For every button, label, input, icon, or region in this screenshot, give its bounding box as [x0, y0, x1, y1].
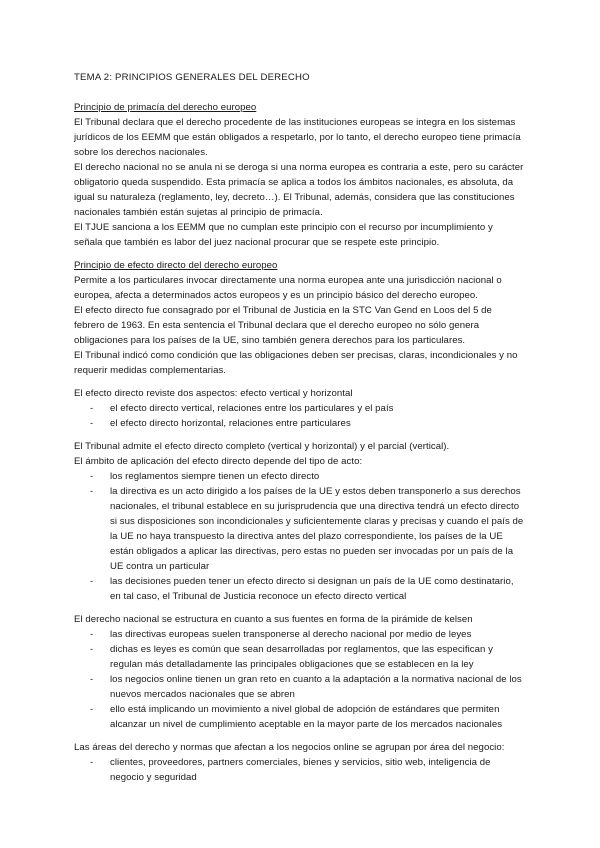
paragraph: El efecto directo reviste dos aspectos: efecto vertical y horizontal	[74, 388, 353, 399]
bullet-list	[74, 401, 524, 431]
bullet-list	[74, 469, 524, 604]
paragraph: El ámbito de aplicación del efecto directo depende del tipo de acto:	[74, 456, 363, 467]
list-item: - el efecto directo horizontal, relaciones entre particulares	[74, 416, 524, 431]
bullet-list	[74, 627, 524, 732]
document-body	[74, 70, 524, 793]
document-title: TEMA 2: PRINCIPIOS GENERALES DEL DERECHO	[74, 72, 310, 83]
list-item: - clientes, proveedores, partners comerciales, bienes y servicios, sitio web, inteligencia de negocio y seguridad	[74, 755, 524, 785]
section-heading-primacy: Principio de primacía del derecho europeo	[74, 102, 257, 113]
list-item: - ello está implicando un movimiento a nivel global de adopción de estándares que permiten alcanzar un nivel de cumplimiento aceptable en la mayor parte de los mercados nacionales	[74, 702, 524, 732]
list-item: - dichas es leyes es común que sean desarrolladas por reglamentos, que las especifican y regulan más detalladamente las principales obligaciones que se establecen en la ley	[74, 642, 524, 672]
list-item: - el efecto directo vertical, relaciones entre los particulares y el país	[74, 401, 524, 416]
list-item: - las directivas europeas suelen transponerse al derecho nacional por medio de leyes	[74, 627, 524, 642]
paragraph: El derecho nacional no se anula ni se deroga si una norma europea es contraria a este, pero su carácter obligatorio queda suspendido. Esta primacía se aplica a todos los ámbitos nacionales, es absoluta, da igual su naturaleza (reglamento, ley, decreto…). El Tribunal, además, considera que las constituciones nacionales también están sujetas al principio de primacía.	[74, 162, 524, 218]
paragraph: Las áreas del derecho y normas que afectan a los negocios online se agrupan por área del negocio:	[74, 742, 505, 753]
list-item: - los reglamentos siempre tienen un efecto directo	[74, 469, 524, 484]
section-primacy	[74, 100, 524, 250]
section-national-law	[74, 612, 524, 732]
paragraph: El TJUE sanciona a los EEMM que no cumplan este principio con el recurso por incumplimiento y señala que también es labor del juez nacional procurar que se respete este principio.	[74, 222, 493, 248]
list-item: - los negocios online tienen un gran reto en cuanto a la adaptación a la normativa nacional de los nuevos mercados nacionales que se abren	[74, 672, 524, 702]
paragraph: Permite a los particulares invocar directamente una norma europea ante una jurisdicción nacional o europea, afecta a determinados actos europeos y es un principio básico del derecho europeo.	[74, 275, 502, 301]
paragraph: El efecto directo fue consagrado por el Tribunal de Justicia en la STC Van Gend en Loos del 5 de febrero de 1963. En esta sentencia el Tribunal declara que el derecho europeo no sólo genera obligaciones para los países de la UE, sino también genera derechos para los particulares.	[74, 305, 492, 346]
list-item: - la directiva es un acto dirigido a los países de la UE y estos deben transponerlo a sus derechos nacionales, el tribunal establece en su jurisprudencia que una directiva tendrá un efecto directo si sus disposiciones son incondicionales y suficientemente claras y precisas y cuando el país de la UE no haya transpuesto la directiva antes del plazo correspondiente, los países de la UE están obligados a aplicar las directivas, pero estas no pueden ser invocadas por un país de la UE contra un particular	[74, 484, 524, 574]
section-business-areas	[74, 740, 524, 785]
list-item: - las decisiones pueden tener un efecto directo si designan un país de la UE como destinatario, en tal caso, el Tribunal de Justicia reconoce un efecto directo vertical	[74, 574, 524, 604]
section-heading-direct-effect: Principio de efecto directo del derecho europeo	[74, 260, 278, 271]
section-direct-effect	[74, 258, 524, 378]
bullet-list	[74, 755, 524, 785]
section-scope	[74, 439, 524, 604]
paragraph: El derecho nacional se estructura en cuanto a sus fuentes en forma de la pirámide de kelsen	[74, 614, 473, 625]
paragraph: El Tribunal indicó como condición que las obligaciones deben ser precisas, claras, incondicionales y no requerir medidas complementarias.	[74, 350, 518, 376]
paragraph: El Tribunal declara que el derecho procedente de las instituciones europeas se integra en los sistemas jurídicos de los EEMM que están obligados a respetarlo, por lo tanto, el derecho europeo tiene primacía sobre los derechos nacionales.	[74, 117, 521, 158]
section-aspects	[74, 386, 524, 431]
paragraph: El Tribunal admite el efecto directo completo (vertical y horizontal) y el parcial (vertical).	[74, 441, 450, 452]
